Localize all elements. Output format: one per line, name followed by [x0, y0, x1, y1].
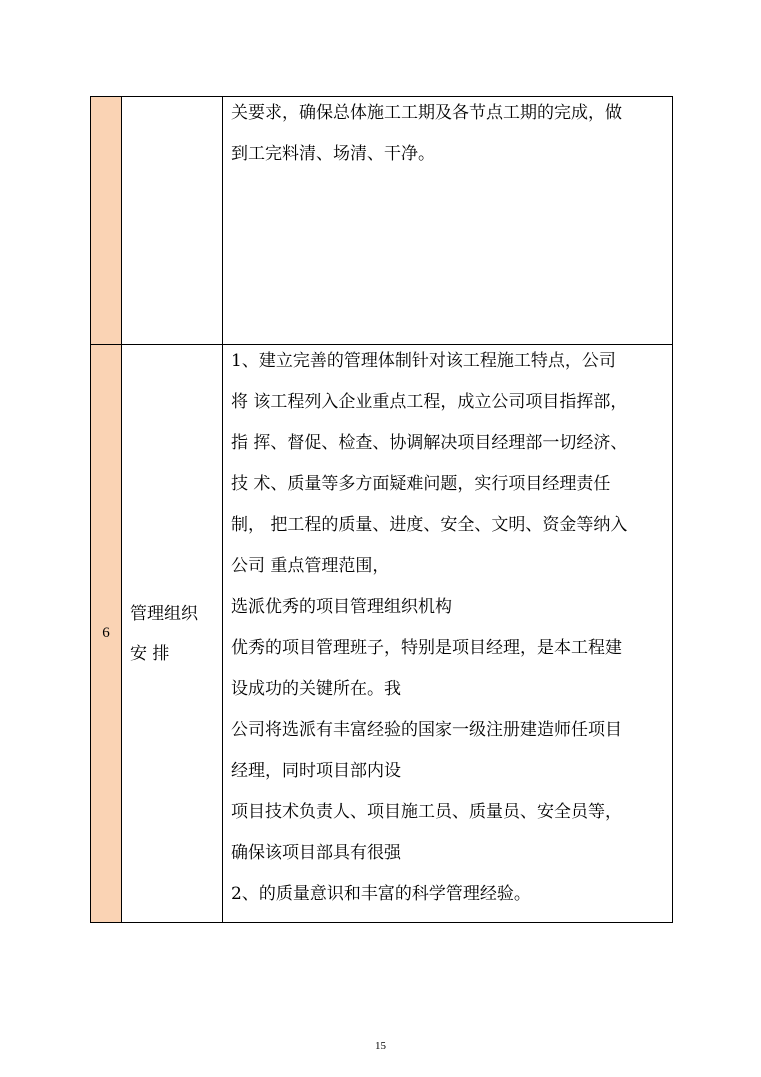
content-line: 优秀的项目管理班子，特别是项目经理，是本工程建 — [231, 638, 622, 658]
content-line: 公司 重点管理范围， — [231, 556, 390, 576]
row-number-cell — [91, 97, 122, 345]
content-line: 经理，同时项目部内设 — [231, 761, 401, 781]
content-line: 公司将选派有丰富经验的国家一级注册建造师任项目 — [231, 720, 622, 740]
content-cell — [223, 97, 673, 345]
item-label-line: 安 排 — [130, 643, 170, 664]
content-line: 1、建立完善的管理体制针对该工程施工特点，公司 — [231, 351, 616, 371]
content-line: 制， 把工程的质量、进度、安全、文明、资金等纳入 — [231, 515, 628, 535]
content-line: 指 挥、督促、检查、协调解决项目经理部一切经济、 — [231, 433, 628, 453]
content-line: 技 术、质量等多方面疑难问题，实行项目经理责任 — [231, 474, 611, 494]
content-line: 选派优秀的项目管理组织机构 — [231, 597, 452, 617]
content-line: 将 该工程列入企业重点工程，成立公司项目指挥部， — [231, 392, 628, 412]
row-number: 6 — [102, 625, 110, 641]
item-cell — [122, 97, 223, 345]
content-line: 2、的质量意识和丰富的科学管理经验。 — [231, 884, 531, 904]
row-number-cell — [91, 345, 122, 923]
page-number: 15 — [375, 1040, 386, 1052]
document-table — [90, 96, 673, 923]
item-label-line: 管理组织 — [130, 603, 198, 624]
content-line: 确保该项目部具有很强 — [231, 843, 401, 863]
content-line: 到工完料清、场清、干净。 — [231, 144, 435, 164]
content-line: 关要求，确保总体施工工期及各节点工期的完成，做 — [231, 103, 622, 123]
content-line: 项目技术负责人、项目施工员、质量员、安全员等， — [231, 802, 622, 822]
content-line: 设成功的关键所在。我 — [231, 679, 401, 699]
table-row — [91, 345, 673, 923]
content-cell — [223, 345, 673, 923]
table-row — [91, 97, 673, 345]
item-cell — [122, 345, 223, 923]
